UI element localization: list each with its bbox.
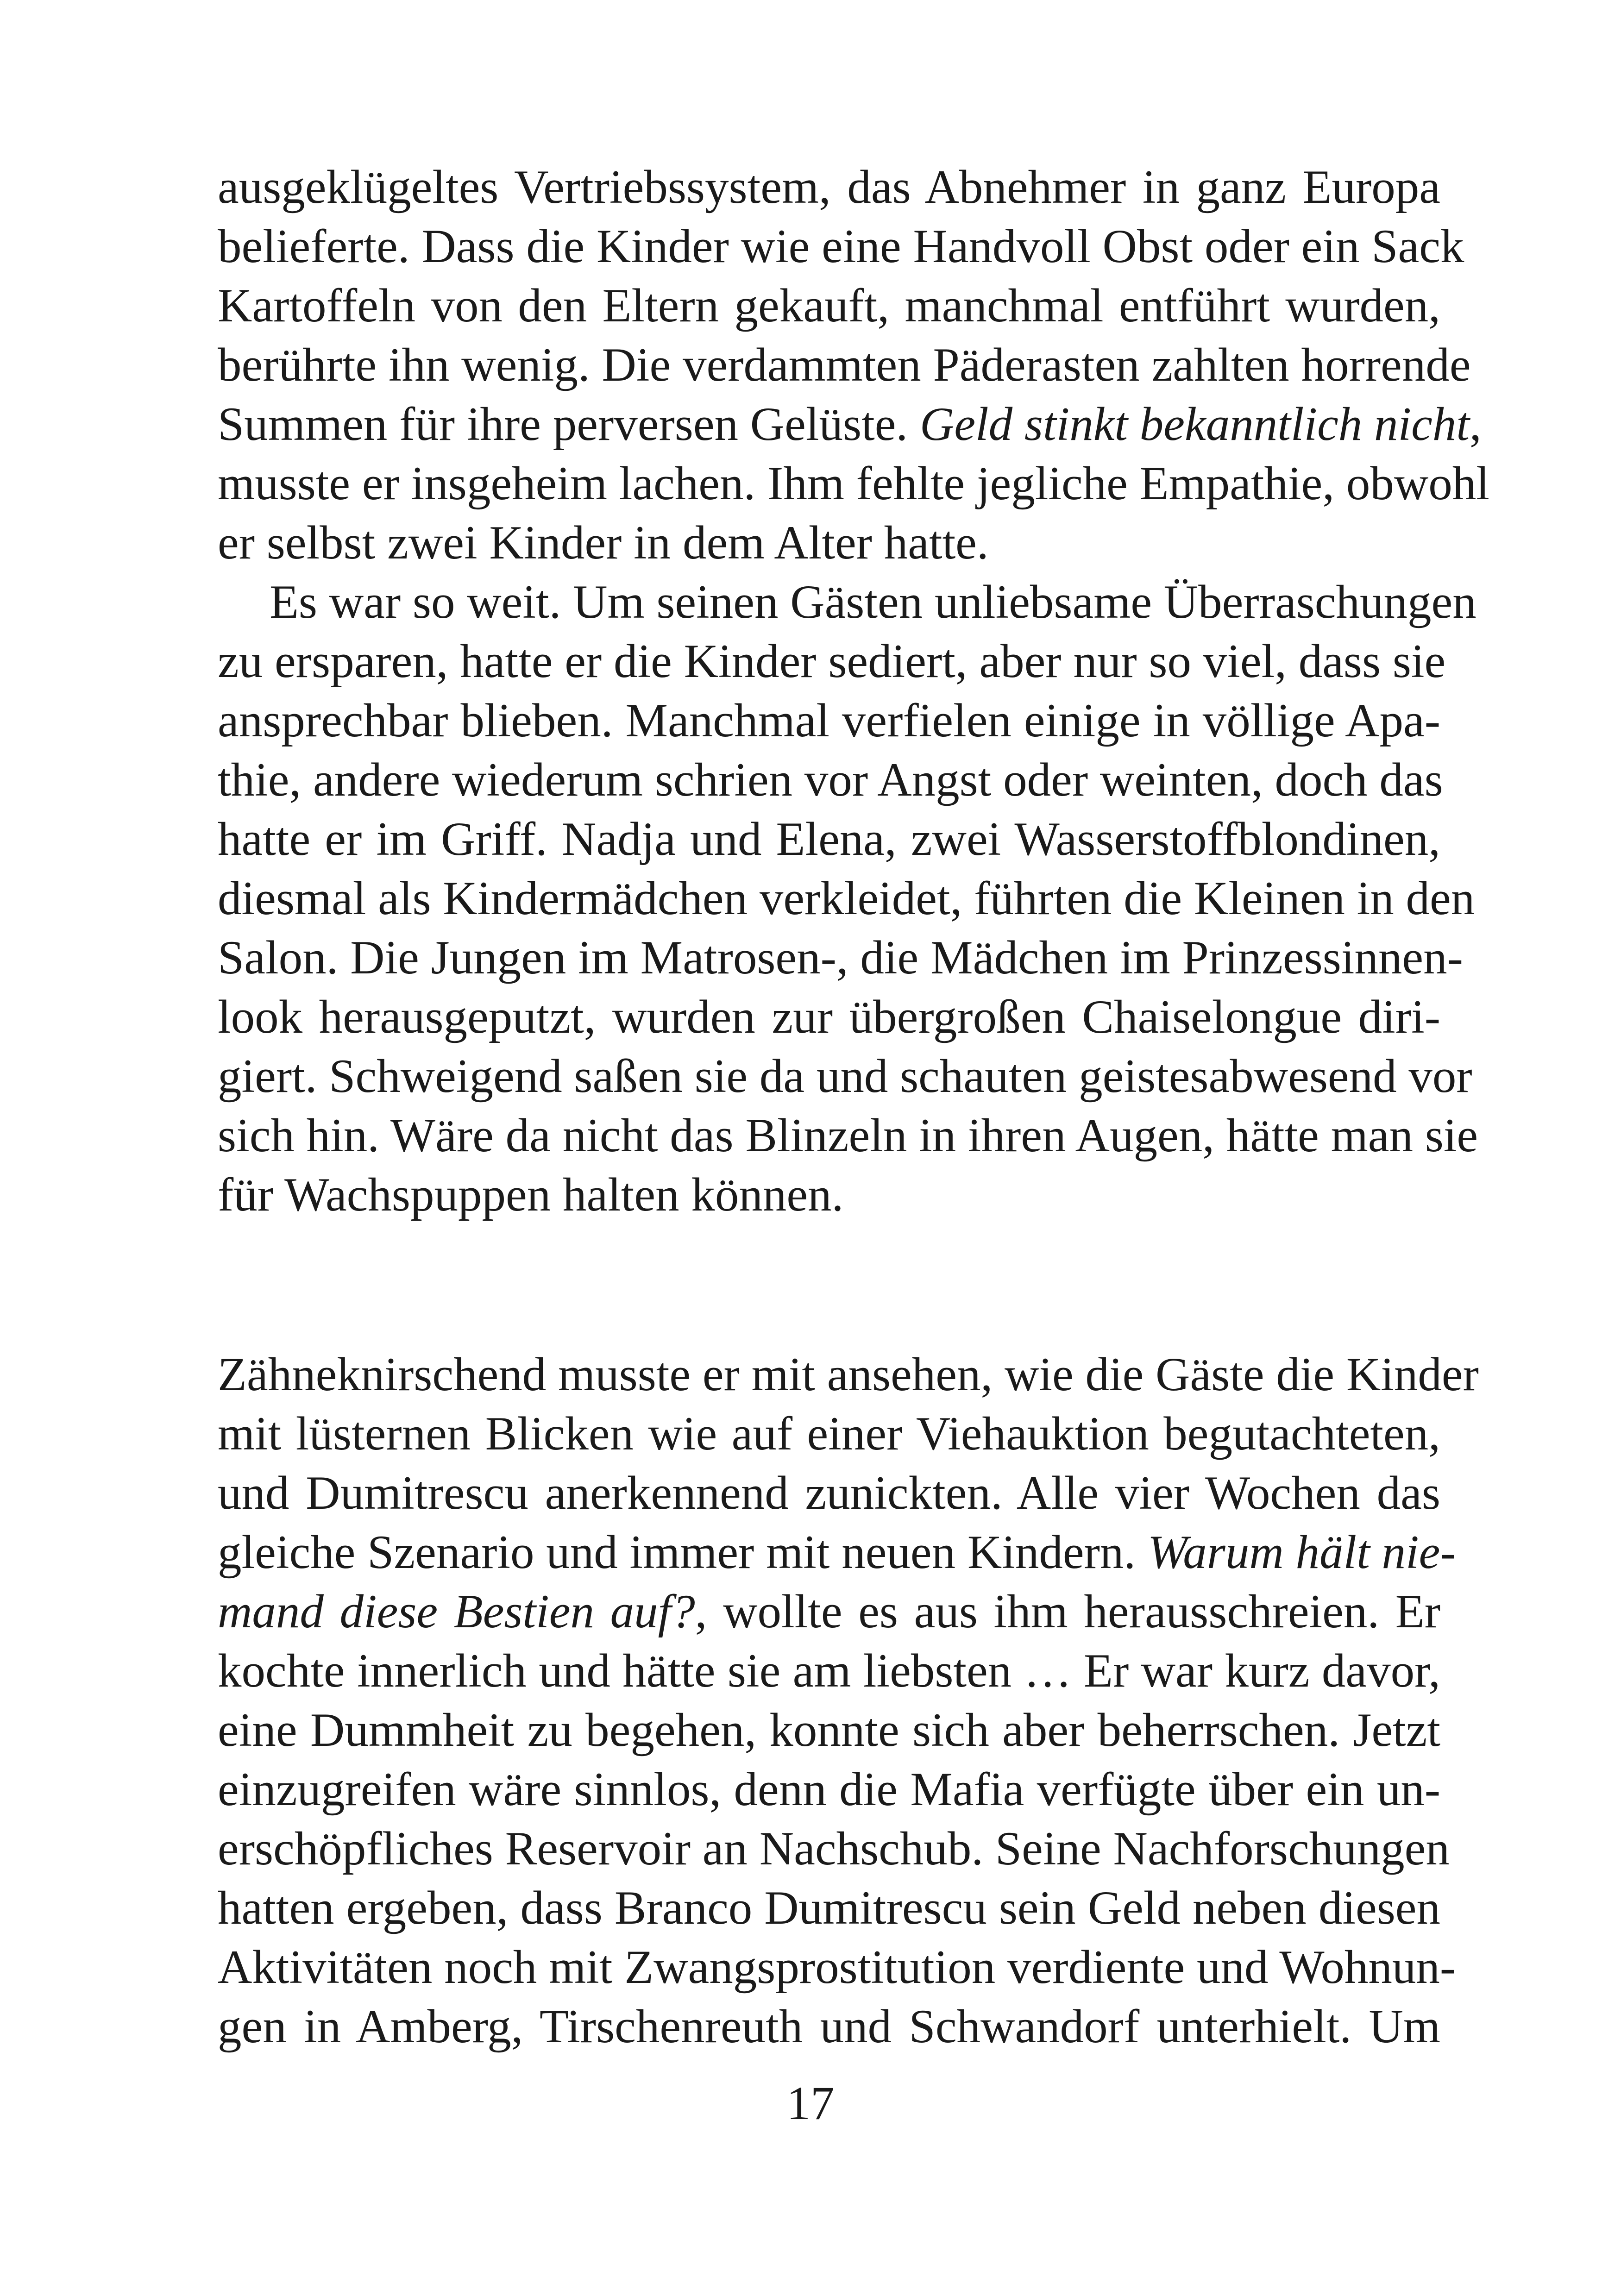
text-line	[218, 1165, 1440, 1224]
text-segment: thie, andere wiederum schrien vor Angst oder weinten, doch das	[218, 753, 1443, 806]
page-number: 17	[786, 2077, 835, 2130]
text-segment: Salon. Die Jungen im Matrosen-, die Mädchen im Prinzessinnen-	[218, 931, 1463, 984]
text-segment: mit lüsternen Blicken wie auf einer Viehauktion begutachteten,	[218, 1407, 1440, 1460]
text-line	[218, 454, 1489, 513]
text-line	[218, 1878, 1440, 1938]
text-line	[218, 1404, 1440, 1463]
text-line	[218, 1106, 1478, 1165]
text-line	[218, 809, 1440, 869]
text-segment: hatten ergeben, dass Branco Dumitrescu sein Geld neben diesen	[218, 1882, 1440, 1934]
text-segment: ausgeklügeltes Vertriebssystem, das Abnehmer in ganz Europa	[218, 161, 1440, 213]
text-segment: für Wachspuppen halten können.	[218, 1168, 844, 1221]
text-segment: einzugreifen wäre sinnlos, denn die Mafia verfügte über ein un-	[218, 1763, 1440, 1816]
text-segment: belieferte. Dass die Kinder wie eine Handvoll Obst oder ein Sack	[218, 220, 1464, 273]
text-line	[218, 217, 1464, 276]
text-segment: look herausgeputzt, wurden zur übergroßen Chaiselongue diri-	[218, 991, 1440, 1043]
text-segment: ,	[1470, 398, 1482, 451]
italic-text: mand diese Bestien auf?	[218, 1585, 695, 1638]
text-line	[218, 395, 1482, 454]
body-text	[218, 157, 1489, 2056]
text-segment: musste er insgeheim lachen. Ihm fehlte jegliche Empathie, obwohl	[218, 457, 1489, 510]
text-line	[218, 157, 1440, 217]
text-line	[218, 869, 1475, 928]
text-line	[218, 987, 1440, 1047]
text-segment: Zähneknirschend musste er mit ansehen, wie die Gäste die Kinder	[218, 1348, 1479, 1401]
text-line	[218, 513, 1440, 572]
text-segment: und Dumitrescu anerkennend zunickten. Alle vier Wochen das	[218, 1467, 1440, 1519]
text-segment: gleiche Szenario und immer mit neuen Kindern.	[218, 1526, 1148, 1579]
text-segment: giert. Schweigend saßen sie da und schauten geistesabwesend vor	[218, 1050, 1472, 1103]
text-line	[218, 1997, 1440, 2056]
text-line	[218, 1760, 1440, 1819]
text-line	[218, 691, 1440, 750]
text-line	[218, 1582, 1440, 1641]
text-segment: Kartoffeln von den Eltern gekauft, manchmal entführt wurden,	[218, 279, 1440, 332]
text-line	[218, 335, 1471, 395]
text-segment: ansprechbar blieben. Manchmal verfielen einige in völlige Apa-	[218, 694, 1440, 747]
text-line	[218, 928, 1463, 987]
text-segment: Es war so weit. Um seinen Gästen unliebsame Überraschungen	[270, 576, 1476, 628]
text-segment: diesmal als Kindermädchen verkleidet, führten die Kleinen in den	[218, 872, 1475, 925]
text-line	[218, 572, 1476, 632]
text-segment: , wollte es aus ihm herausschreien. Er	[695, 1585, 1440, 1638]
text-line	[218, 1523, 1456, 1582]
text-line	[218, 276, 1440, 335]
text-segment: hatte er im Griff. Nadja und Elena, zwei Wasserstoffblondinen,	[218, 813, 1440, 866]
text-line	[218, 1345, 1479, 1404]
text-line	[218, 1700, 1440, 1760]
paragraph-gap	[218, 1224, 1440, 1345]
text-line	[218, 1463, 1440, 1523]
text-line	[218, 1047, 1472, 1106]
text-line	[218, 1819, 1450, 1878]
text-segment: zu ersparen, hatte er die Kinder sediert, aber nur so viel, dass sie	[218, 635, 1446, 688]
text-line	[218, 1938, 1456, 1997]
italic-text: Warum hält nie-	[1147, 1526, 1456, 1579]
text-segment: Summen für ihre perversen Gelüste.	[218, 398, 920, 451]
italic-text: Geld stinkt bekanntlich nicht	[919, 398, 1470, 451]
text-segment: eine Dummheit zu begehen, konnte sich aber beherrschen. Jetzt	[218, 1704, 1440, 1757]
text-line	[218, 750, 1443, 809]
text-segment: kochte innerlich und hätte sie am liebsten … Er war kurz davor,	[218, 1644, 1440, 1697]
text-segment: Aktivitäten noch mit Zwangsprostitution verdiente und Wohnun-	[218, 1941, 1456, 1994]
text-segment: gen in Amberg, Tirschenreuth und Schwandorf unterhielt. Um	[218, 2000, 1440, 2053]
text-line	[218, 632, 1446, 691]
text-line	[218, 1641, 1440, 1700]
text-segment: er selbst zwei Kinder in dem Alter hatte.	[218, 516, 989, 569]
text-segment: sich hin. Wäre da nicht das Blinzeln in ihren Augen, hätte man sie	[218, 1109, 1478, 1162]
text-segment: berührte ihn wenig. Die verdammten Päderasten zahlten horrende	[218, 339, 1471, 391]
text-segment: erschöpfliches Reservoir an Nachschub. Seine Nachforschungen	[218, 1822, 1450, 1875]
